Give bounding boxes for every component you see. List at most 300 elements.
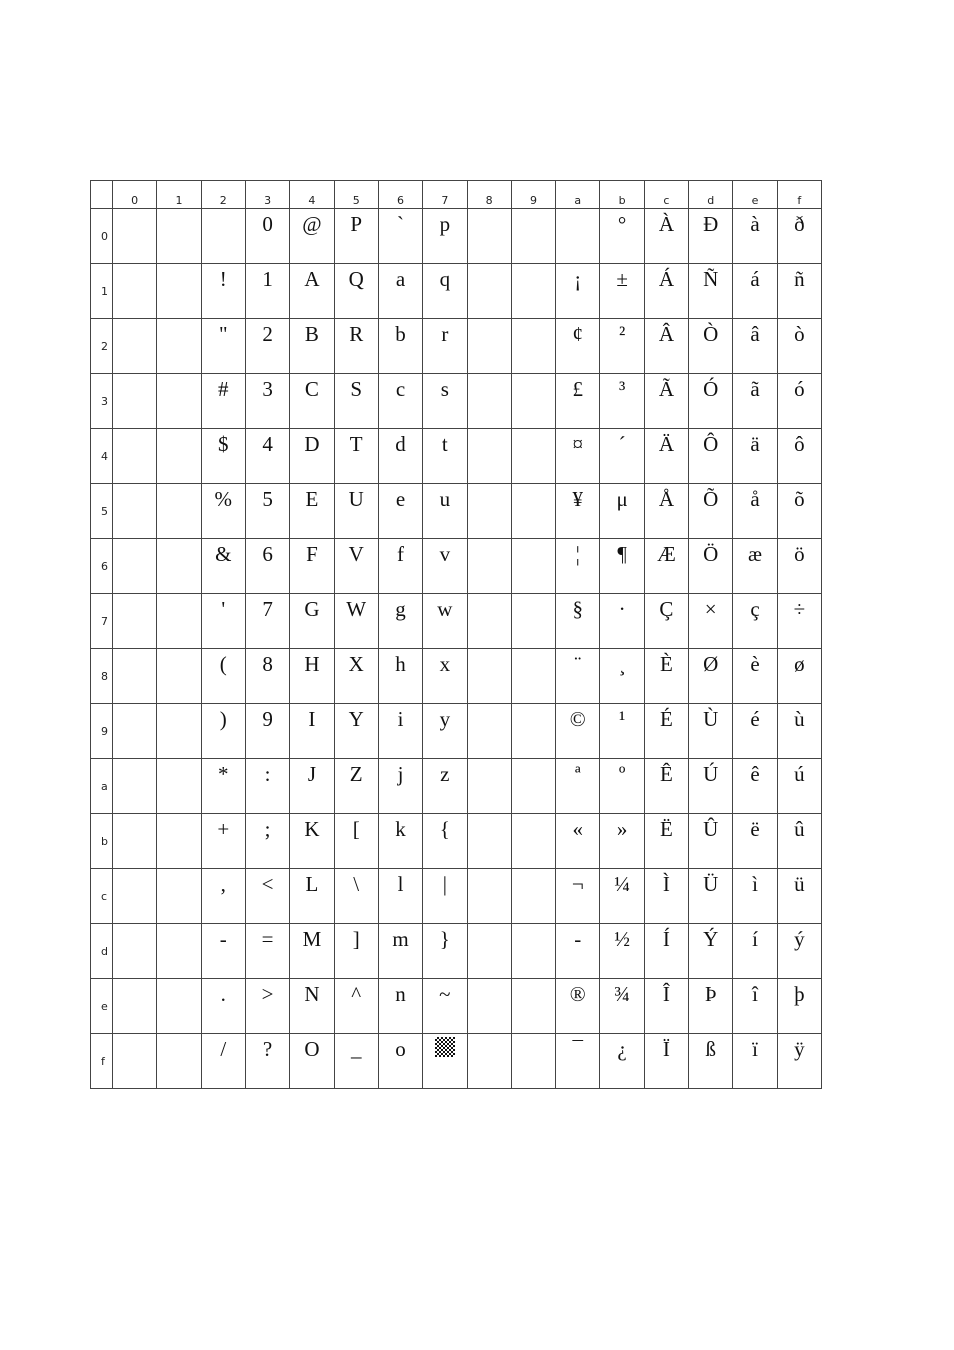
char-glyph: ( xyxy=(219,651,227,676)
char-cell xyxy=(556,814,600,869)
char-glyph: U xyxy=(348,486,364,511)
char-glyph: í xyxy=(752,926,758,951)
char-cell xyxy=(378,539,422,594)
char-glyph: o xyxy=(395,1036,406,1061)
char-glyph: Ü xyxy=(703,871,719,896)
table-row xyxy=(91,484,822,539)
char-glyph: Ê xyxy=(659,761,673,786)
char-cell xyxy=(245,869,289,924)
char-glyph: Ú xyxy=(703,761,719,786)
char-cell xyxy=(157,704,201,759)
char-cell xyxy=(467,1034,511,1089)
char-cell xyxy=(423,704,467,759)
char-cell xyxy=(423,759,467,814)
char-cell xyxy=(467,869,511,924)
char-glyph: ² xyxy=(618,321,626,346)
char-cell xyxy=(201,814,245,869)
char-glyph: ü xyxy=(794,871,805,896)
char-glyph: 5 xyxy=(262,486,273,511)
char-glyph: 4 xyxy=(262,431,273,456)
table-row xyxy=(91,814,822,869)
char-cell xyxy=(201,759,245,814)
char-glyph: ' xyxy=(221,596,226,621)
char-cell xyxy=(733,979,777,1034)
char-glyph: g xyxy=(395,596,406,621)
char-glyph: Ë xyxy=(659,816,673,841)
char-cell xyxy=(644,704,688,759)
char-glyph: Ó xyxy=(703,376,719,401)
char-cell xyxy=(467,429,511,484)
char-cell xyxy=(733,209,777,264)
char-cell xyxy=(689,374,733,429)
char-cell xyxy=(556,1034,600,1089)
char-cell xyxy=(423,429,467,484)
row-header: 8 xyxy=(91,649,113,704)
char-cell xyxy=(644,429,688,484)
char-glyph: 7 xyxy=(262,596,273,621)
char-cell xyxy=(644,374,688,429)
table-row xyxy=(91,649,822,704)
column-header: c xyxy=(644,181,688,209)
char-cell xyxy=(245,429,289,484)
char-cell xyxy=(334,759,378,814)
char-glyph: Û xyxy=(703,816,719,841)
char-cell xyxy=(423,484,467,539)
char-glyph: Ý xyxy=(703,926,719,951)
char-glyph: Ã xyxy=(658,376,674,401)
column-header: f xyxy=(777,181,821,209)
char-glyph: # xyxy=(218,376,229,401)
char-cell xyxy=(334,264,378,319)
char-cell xyxy=(113,1034,157,1089)
char-glyph: N xyxy=(304,981,320,1006)
char-glyph: j xyxy=(397,761,404,786)
char-glyph: Z xyxy=(349,761,363,786)
char-glyph: f xyxy=(397,541,405,566)
char-cell xyxy=(777,979,821,1034)
char-cell xyxy=(556,704,600,759)
char-glyph: E xyxy=(305,486,319,511)
char-cell xyxy=(733,484,777,539)
char-cell xyxy=(290,539,334,594)
char-glyph: ` xyxy=(397,211,405,236)
char-cell xyxy=(245,374,289,429)
char-glyph: R xyxy=(349,321,364,346)
char-glyph: ¼ xyxy=(614,871,630,896)
char-cell xyxy=(423,869,467,924)
char-glyph: i xyxy=(397,706,404,731)
char-glyph: ± xyxy=(616,266,628,291)
char-glyph: ] xyxy=(352,926,360,951)
char-cell xyxy=(201,539,245,594)
char-glyph: 8 xyxy=(262,651,273,676)
char-glyph: H xyxy=(304,651,320,676)
char-cell xyxy=(378,594,422,649)
char-glyph: à xyxy=(750,211,760,236)
char-cell xyxy=(378,374,422,429)
char-glyph: è xyxy=(750,651,760,676)
char-glyph: c xyxy=(395,376,406,401)
char-cell xyxy=(245,209,289,264)
char-cell xyxy=(644,319,688,374)
row-header: c xyxy=(91,869,113,924)
char-cell xyxy=(334,429,378,484)
char-cell xyxy=(600,484,644,539)
char-cell xyxy=(511,264,555,319)
char-cell xyxy=(334,484,378,539)
table-row xyxy=(91,704,822,759)
char-glyph: 0 xyxy=(262,211,273,236)
char-glyph: ´ xyxy=(618,431,626,456)
char-cell xyxy=(600,374,644,429)
char-cell xyxy=(600,759,644,814)
char-glyph: C xyxy=(304,376,319,401)
char-glyph: _ xyxy=(350,1036,362,1061)
char-cell xyxy=(689,704,733,759)
char-cell xyxy=(245,704,289,759)
char-glyph: È xyxy=(659,651,673,676)
char-glyph: ÷ xyxy=(793,596,806,621)
char-glyph: ? xyxy=(262,1036,273,1061)
char-cell xyxy=(689,484,733,539)
char-cell xyxy=(423,374,467,429)
char-glyph: I xyxy=(308,706,316,731)
char-glyph: a xyxy=(395,266,406,291)
char-cell xyxy=(689,649,733,704)
char-cell xyxy=(157,649,201,704)
char-cell xyxy=(467,704,511,759)
char-glyph: r xyxy=(441,321,449,346)
row-header: f xyxy=(91,1034,113,1089)
char-cell xyxy=(733,594,777,649)
column-header: 5 xyxy=(334,181,378,209)
char-glyph: b xyxy=(395,321,406,346)
char-cell xyxy=(511,594,555,649)
char-cell xyxy=(733,319,777,374)
char-cell xyxy=(733,924,777,979)
char-cell xyxy=(511,539,555,594)
char-glyph: ¶ xyxy=(617,541,627,566)
char-glyph: â xyxy=(750,321,760,346)
char-cell xyxy=(290,979,334,1034)
char-cell xyxy=(245,759,289,814)
char-cell xyxy=(777,924,821,979)
char-glyph: Á xyxy=(658,266,674,291)
char-cell xyxy=(290,649,334,704)
char-glyph: Õ xyxy=(703,486,719,511)
char-glyph: ý xyxy=(794,926,805,951)
char-cell xyxy=(644,649,688,704)
char-cell xyxy=(777,594,821,649)
char-glyph: L xyxy=(305,871,319,896)
char-glyph: × xyxy=(704,596,717,621)
char-glyph: ¿ xyxy=(617,1036,627,1061)
char-glyph: Ì xyxy=(662,871,670,896)
char-glyph: A xyxy=(304,266,320,291)
char-cell xyxy=(201,429,245,484)
char-cell xyxy=(245,814,289,869)
char-cell xyxy=(378,704,422,759)
char-cell xyxy=(600,869,644,924)
char-glyph: « xyxy=(572,816,584,841)
char-cell xyxy=(201,264,245,319)
char-glyph: ù xyxy=(794,706,805,731)
char-cell xyxy=(556,924,600,979)
char-glyph: ö xyxy=(794,541,805,566)
char-glyph: å xyxy=(750,486,760,511)
table-row xyxy=(91,869,822,924)
char-cell xyxy=(113,649,157,704)
char-cell xyxy=(467,814,511,869)
char-cell xyxy=(334,539,378,594)
char-cell xyxy=(378,869,422,924)
char-cell xyxy=(245,924,289,979)
char-cell xyxy=(644,1034,688,1089)
char-cell xyxy=(467,649,511,704)
char-glyph: À xyxy=(658,211,674,236)
char-cell xyxy=(113,979,157,1034)
char-cell xyxy=(290,374,334,429)
char-glyph: ^ xyxy=(351,981,362,1006)
row-header: 5 xyxy=(91,484,113,539)
char-cell xyxy=(511,649,555,704)
table-body xyxy=(91,209,822,1089)
char-glyph: ¸ xyxy=(618,651,626,676)
char-cell xyxy=(334,869,378,924)
char-cell xyxy=(201,649,245,704)
char-glyph: P xyxy=(350,211,363,236)
char-glyph: Ñ xyxy=(703,266,719,291)
char-cell xyxy=(334,209,378,264)
char-cell xyxy=(113,759,157,814)
char-glyph: æ xyxy=(748,541,763,566)
char-cell xyxy=(556,539,600,594)
char-cell xyxy=(777,704,821,759)
char-cell xyxy=(600,979,644,1034)
char-cell xyxy=(511,209,555,264)
row-header: 2 xyxy=(91,319,113,374)
row-header: a xyxy=(91,759,113,814)
char-glyph: ø xyxy=(794,651,805,676)
table-row xyxy=(91,374,822,429)
char-cell xyxy=(245,1034,289,1089)
char-cell xyxy=(334,374,378,429)
char-cell xyxy=(378,209,422,264)
char-cell xyxy=(644,539,688,594)
char-cell xyxy=(290,759,334,814)
char-glyph: ë xyxy=(750,816,760,841)
char-cell xyxy=(511,924,555,979)
char-cell xyxy=(644,594,688,649)
char-cell xyxy=(157,374,201,429)
char-glyph: 3 xyxy=(262,376,273,401)
char-glyph: 6 xyxy=(262,541,273,566)
char-glyph: 9 xyxy=(262,706,273,731)
char-cell xyxy=(113,704,157,759)
char-cell xyxy=(511,1034,555,1089)
char-cell xyxy=(113,594,157,649)
char-glyph: - xyxy=(219,926,227,951)
char-cell xyxy=(644,264,688,319)
char-glyph: ê xyxy=(750,761,760,786)
char-cell xyxy=(511,979,555,1034)
char-glyph: ° xyxy=(617,211,627,236)
char-cell xyxy=(556,594,600,649)
char-glyph: z xyxy=(440,761,450,786)
char-glyph: ¥ xyxy=(572,486,584,511)
char-cell xyxy=(467,264,511,319)
char-glyph: , xyxy=(220,871,226,896)
row-header: d xyxy=(91,924,113,979)
char-glyph: Ù xyxy=(703,706,719,731)
char-glyph: © xyxy=(569,706,586,731)
char-cell xyxy=(290,869,334,924)
char-cell xyxy=(556,374,600,429)
char-cell xyxy=(290,429,334,484)
char-cell xyxy=(423,924,467,979)
char-glyph: ! xyxy=(219,266,227,291)
char-cell xyxy=(556,429,600,484)
char-cell xyxy=(290,484,334,539)
char-cell xyxy=(777,539,821,594)
char-glyph: Ø xyxy=(703,651,719,676)
table-row xyxy=(91,319,822,374)
char-glyph: t xyxy=(441,431,448,456)
char-cell xyxy=(157,1034,201,1089)
char-glyph: u xyxy=(439,486,451,511)
char-cell xyxy=(378,759,422,814)
char-glyph: $ xyxy=(218,431,229,456)
char-cell xyxy=(378,429,422,484)
char-cell xyxy=(600,429,644,484)
char-cell xyxy=(733,1034,777,1089)
row-header: 1 xyxy=(91,264,113,319)
char-glyph: ¨ xyxy=(574,651,582,676)
char-glyph: Í xyxy=(662,926,670,951)
char-glyph: ã xyxy=(750,376,760,401)
column-header: 2 xyxy=(201,181,245,209)
char-cell xyxy=(733,264,777,319)
column-header: a xyxy=(556,181,600,209)
char-glyph: < xyxy=(261,871,274,896)
char-cell xyxy=(423,594,467,649)
char-cell xyxy=(556,869,600,924)
char-cell xyxy=(777,649,821,704)
char-cell xyxy=(245,319,289,374)
char-glyph: m xyxy=(392,926,409,951)
char-glyph: ¢ xyxy=(572,321,584,346)
char-cell xyxy=(245,484,289,539)
char-cell xyxy=(290,264,334,319)
row-header: 0 xyxy=(91,209,113,264)
char-glyph: x xyxy=(439,651,451,676)
char-glyph: / xyxy=(220,1036,227,1061)
char-glyph: h xyxy=(395,651,406,676)
char-cell xyxy=(777,814,821,869)
char-glyph: ì xyxy=(752,871,758,896)
char-cell xyxy=(689,594,733,649)
char-cell xyxy=(689,979,733,1034)
char-glyph: k xyxy=(395,816,406,841)
char-cell xyxy=(157,979,201,1034)
char-glyph: ¦ xyxy=(575,541,580,566)
char-cell xyxy=(245,594,289,649)
char-cell xyxy=(511,704,555,759)
char-cell xyxy=(733,759,777,814)
char-glyph: W xyxy=(346,596,367,621)
char-glyph: ¾ xyxy=(614,981,630,1006)
column-header: 7 xyxy=(423,181,467,209)
table-row xyxy=(91,594,822,649)
char-cell xyxy=(290,319,334,374)
char-cell xyxy=(644,869,688,924)
char-glyph: ¹ xyxy=(618,706,626,731)
char-cell xyxy=(423,264,467,319)
char-glyph: ~ xyxy=(439,981,451,1006)
char-glyph: Y xyxy=(348,706,364,731)
char-glyph: e xyxy=(395,486,406,511)
char-glyph: Ö xyxy=(703,541,719,566)
char-cell xyxy=(467,209,511,264)
char-glyph: T xyxy=(349,431,363,456)
char-glyph: Þ xyxy=(704,981,717,1006)
char-glyph: ò xyxy=(794,321,805,346)
char-glyph: º xyxy=(618,761,626,786)
char-cell xyxy=(689,209,733,264)
char-cell xyxy=(777,869,821,924)
char-cell xyxy=(733,429,777,484)
char-cell xyxy=(689,924,733,979)
char-cell xyxy=(600,209,644,264)
char-glyph: \ xyxy=(353,871,360,896)
char-cell xyxy=(334,594,378,649)
char-cell xyxy=(334,1034,378,1089)
table-row xyxy=(91,429,822,484)
char-cell xyxy=(777,1034,821,1089)
char-cell xyxy=(378,319,422,374)
char-glyph: î xyxy=(752,981,758,1006)
char-cell xyxy=(556,979,600,1034)
char-cell xyxy=(113,814,157,869)
char-cell xyxy=(201,209,245,264)
char-glyph: } xyxy=(439,926,450,951)
char-cell xyxy=(378,1034,422,1089)
char-glyph: Ç xyxy=(659,596,674,621)
char-cell xyxy=(290,594,334,649)
char-cell xyxy=(777,374,821,429)
char-cell xyxy=(467,594,511,649)
row-header: 9 xyxy=(91,704,113,759)
row-header: 7 xyxy=(91,594,113,649)
char-cell xyxy=(556,649,600,704)
column-header: 4 xyxy=(290,181,334,209)
char-glyph: ½ xyxy=(614,926,630,951)
char-cell xyxy=(777,429,821,484)
char-cell xyxy=(689,759,733,814)
char-glyph: § xyxy=(572,596,584,621)
char-cell xyxy=(689,429,733,484)
char-cell xyxy=(157,209,201,264)
column-header: 1 xyxy=(157,181,201,209)
char-glyph: Ï xyxy=(662,1036,670,1061)
char-cell xyxy=(689,539,733,594)
char-cell xyxy=(157,264,201,319)
char-glyph: Ä xyxy=(658,431,674,456)
char-cell xyxy=(423,539,467,594)
char-cell xyxy=(644,759,688,814)
char-glyph: O xyxy=(304,1036,320,1061)
char-cell xyxy=(689,1034,733,1089)
